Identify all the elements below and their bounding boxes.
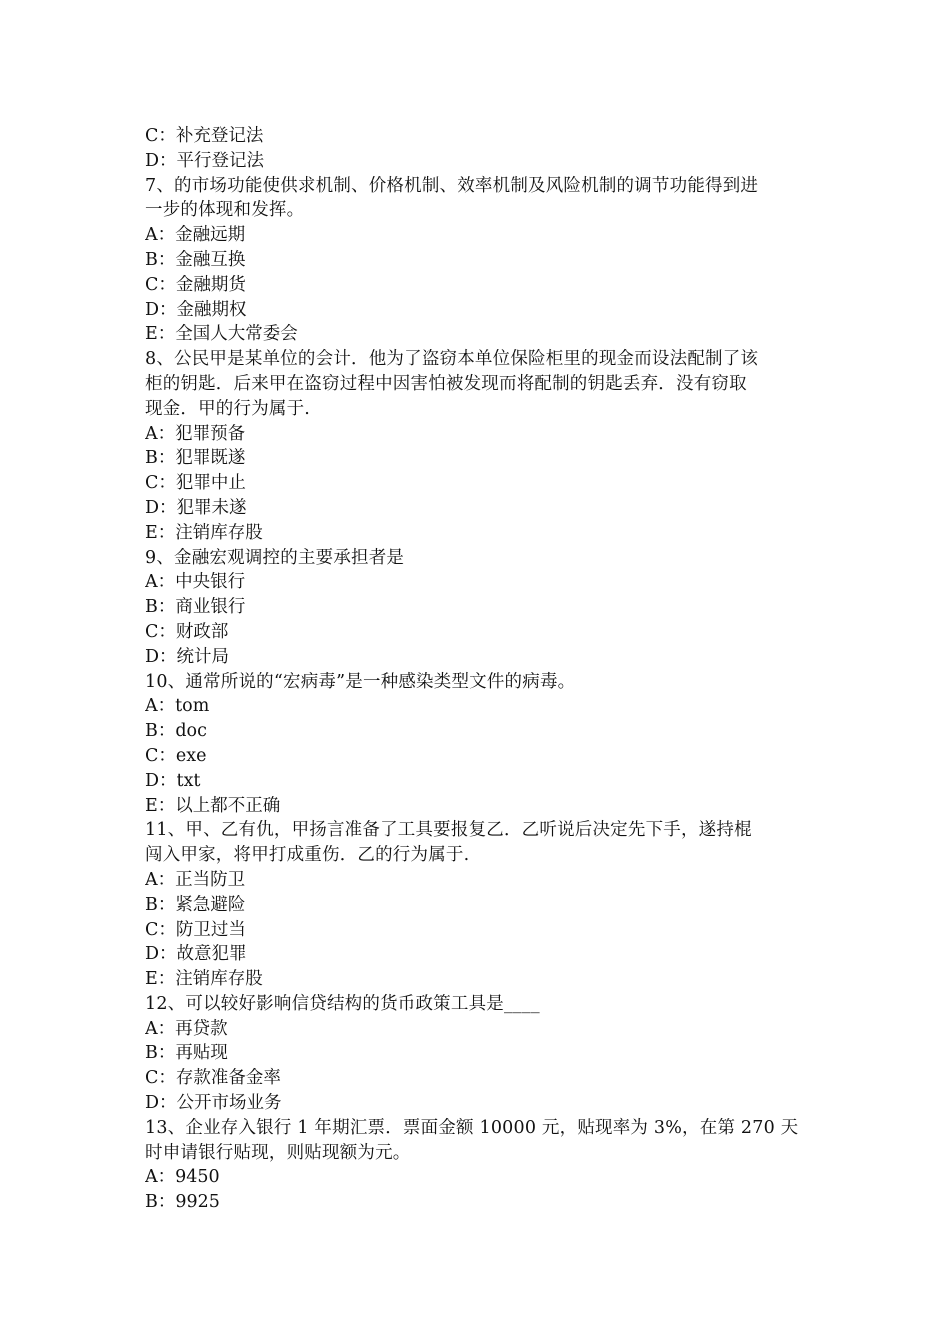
question-text-line: 12、可以较好影响信贷结构的货币政策工具是____ [145,993,540,1014]
answer-option: B：犯罪既遂 [145,448,246,469]
question-text-line: 11、甲、乙有仇，甲扬言准备了工具要报复乙．乙听说后决定先下手，遂持棍 [145,820,752,841]
answer-option: D：统计局 [145,646,230,667]
question-text-line: 一步的体现和发挥。 [145,200,305,221]
answer-option: E：全国人大常委会 [145,324,298,345]
answer-option: C：exe [145,745,207,766]
answer-option: E：注销库存股 [145,522,263,543]
answer-option: D：犯罪未遂 [145,497,247,518]
question-text-line: 10、通常所说的“宏病毒”是一种感染类型文件的病毒。 [145,671,576,692]
answer-option: C：补充登记法 [145,126,264,146]
answer-option: A：犯罪预备 [145,423,246,444]
question-text-line: 柜的钥匙．后来甲在盗窃过程中因害怕被发现而将配制的钥匙丢弃．没有窃取 [145,373,747,394]
question-text-line: 13、企业存入银行 1 年期汇票．票面金额 10000 元，贴现率为 3%，在第 270 天 [145,1117,799,1138]
answer-option: A：9450 [145,1167,220,1188]
answer-option: E：以上都不正确 [145,795,281,816]
answer-option: A：再贷款 [145,1018,228,1039]
question-text-line: 8、公民甲是某单位的会计．他为了盗窃本单位保险柜里的现金而设法配制了该 [145,349,759,370]
question-text-line: 7、的市场功能使供求机制、价格机制、效率机制及风险机制的调节功能得到进 [145,175,759,196]
answer-option: C：存款准备金率 [145,1068,281,1089]
answer-option: E：注销库存股 [145,969,263,990]
question-text-line: 时申请银行贴现，则贴现额为元。 [145,1142,411,1163]
answer-option: D：平行登记法 [145,150,265,171]
answer-option: D：公开市场业务 [145,1093,282,1114]
answer-option: B：doc [145,721,207,742]
answer-option: C：防卫过当 [145,919,246,940]
answer-option: B：9925 [145,1192,220,1213]
answer-option: D：txt [145,770,201,791]
answer-option: C：犯罪中止 [145,473,246,494]
answer-option: D：故意犯罪 [145,944,247,965]
answer-option: B：再贴现 [145,1043,228,1064]
answer-option: D：金融期权 [145,299,247,320]
answer-option: A：正当防卫 [145,869,246,890]
answer-option: A：金融远期 [145,225,246,246]
question-text-line: 闯入甲家，将甲打成重伤．乙的行为属于. [145,845,470,866]
answer-option: C：财政部 [145,621,229,642]
answer-option: B：紧急避险 [145,894,246,915]
document-page [145,124,810,1215]
answer-option: B：金融互换 [145,249,246,270]
answer-option: C：金融期货 [145,274,246,295]
question-text-line: 现金．甲的行为属于. [145,398,311,419]
question-text-line: 9、金融宏观调控的主要承担者是 [145,547,405,568]
answer-option: A：中央银行 [145,572,246,593]
answer-option: B：商业银行 [145,597,246,618]
answer-option: A：tom [145,696,210,717]
